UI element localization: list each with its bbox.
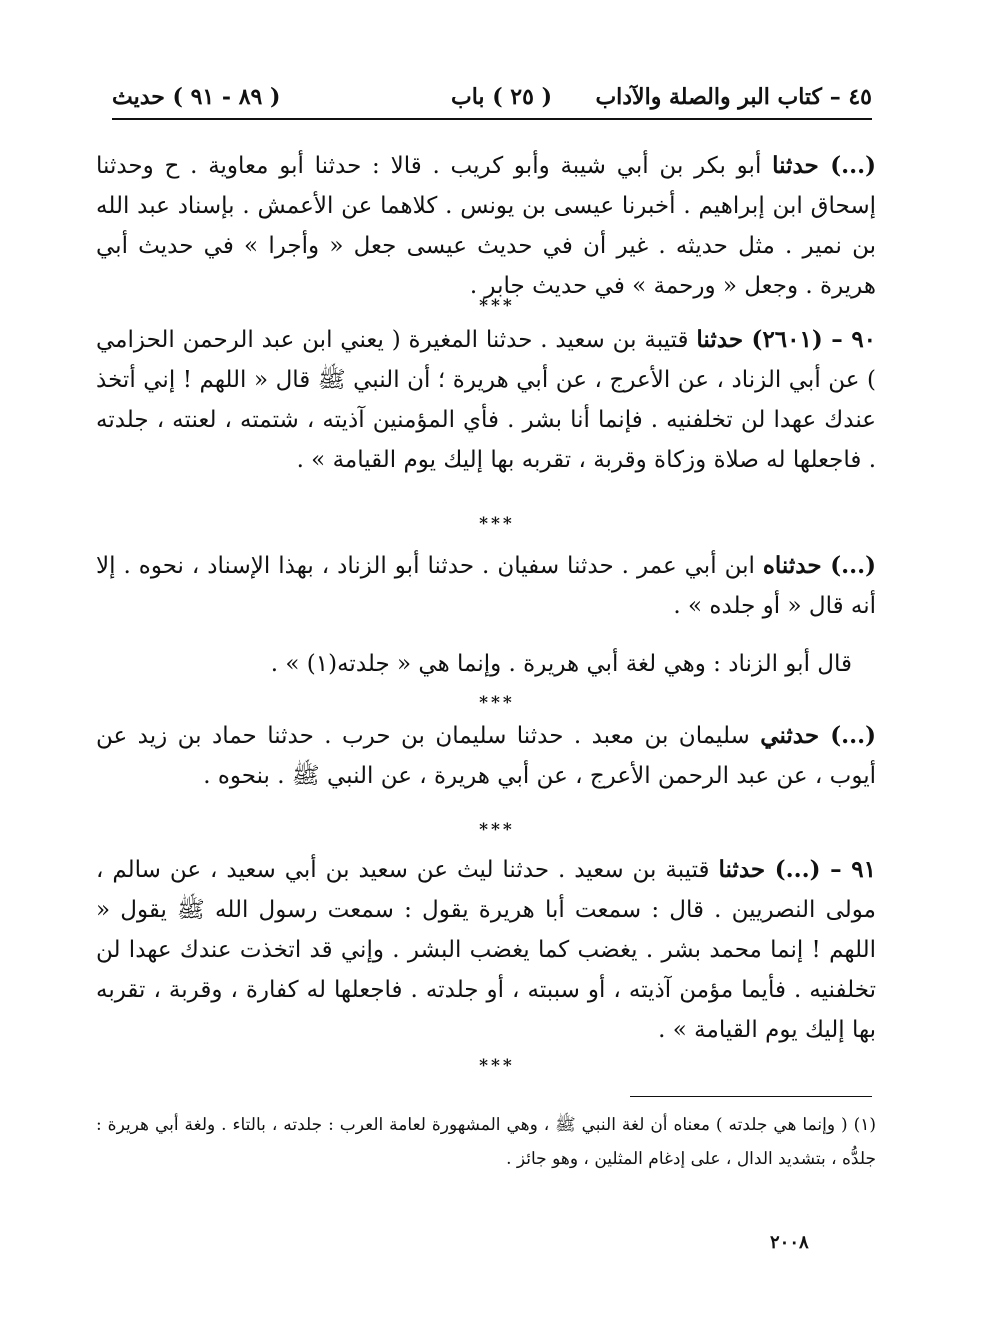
hadith-paragraph [96, 146, 876, 306]
hadith-paragraph [96, 546, 876, 626]
hadith-lead: (...) حدثني [760, 722, 876, 749]
hadith-lead: (...) حدثناه [762, 552, 877, 579]
footnote-divider [630, 1096, 872, 1097]
hadith-lead: ٩٠ – (٢٦٠١) حدثنا [696, 326, 877, 353]
book-title: ٤٥ – كتاب البر والصلة والآداب [595, 84, 872, 110]
section-separator: *** [479, 514, 515, 534]
hadith-text: قتيبة بن سعيد . حدثنا ليث عن سعيد بن أبي سعيد ، عن سالم ، مولى النصريين . قال : سمعت أبا هريرة يقول : سمعت رسول الله ﷺ يقول « اللهم ! إنما محمد بشر . يغضب كما يغضب البشر . وإني قد اتخذت عندك عهدا لن تخلفنيه . فأيما مؤمن آذيته ، أو سببته ، أو جلدته . فاجعلها له كفارة ، وقربة ، تقربه بها إليك يوم القيامة » . [96, 857, 876, 1043]
hadith-range: ( ٨٩ - ٩١ ) حديث [112, 84, 281, 110]
hadith-paragraph [96, 716, 876, 796]
hadith-text: ابن أبي عمر . حدثنا سفيان . حدثنا أبو الزناد ، بهذا الإسناد ، نحوه . إلا أنه قال « أو جلده » . [96, 553, 876, 619]
hadith-paragraph [96, 850, 876, 1050]
section-separator: *** [479, 1056, 515, 1076]
narrator-comment [96, 644, 876, 684]
footnote: (١) ( وإنما هي جلدته ) معناه أن لغة النبي ﷺ ، وهي المشهورة لعامة العرب : جلدته ، بالتاء . ولغة أبي هريرة : جلدُّه ، بتشديد الدال ، على إدغام المثلين ، وهو جائز . [96, 1115, 876, 1169]
hadith-text: أبو بكر بن أبي شيبة وأبو كريب . قالا : حدثنا أبو معاوية . ح وحدثنا إسحاق ابن إبراهيم . أخبرنا عيسى بن يونس . كلاهما عن الأعمش . بإسناد عبد الله بن نمير . مثل حديثه . غير أن في حديث عيسى جعل « وأجرا » في حديث أبي هريرة . وجعل « ورحمة » في حديث جابر . [96, 153, 876, 299]
chapter-label: ( ٢٥ ) باب [451, 84, 552, 110]
hadith-lead: ٩١ – (...) حدثنا [718, 856, 877, 883]
section-separator: *** [479, 296, 515, 316]
hadith-text: سليمان بن معبد . حدثنا سليمان بن حرب . حدثنا حماد بن زيد عن أيوب ، عن عبد الرحمن الأعرج ، عن أبي هريرة ، عن النبي ﷺ . بنحوه . [96, 723, 876, 789]
page-number: ٢٠٠٨ [770, 1232, 809, 1253]
hadith-lead: (...) حدثنا [772, 152, 876, 179]
hadith-text: قتيبة بن سعيد . حدثنا المغيرة ( يعني ابن عبد الرحمن الحزامي ) عن أبي الزناد ، عن الأعرج ، عن أبي هريرة ؛ أن النبي ﷺ قال « اللهم ! إني أتخذ عندك عهدا لن تخلفنيه . فإنما أنا بشر . فأي المؤمنين آذيته ، شتمته ، لعنته ، جلدته . فاجعلها له صلاة وزكاة وقربة ، تقربه بها إليك يوم القيامة » . [96, 327, 876, 473]
section-separator: *** [479, 820, 515, 840]
running-header [112, 80, 872, 120]
comment-text: قال أبو الزناد : وهي لغة أبي هريرة . وإنما هي « جلدته(١) » . [270, 651, 852, 677]
hadith-paragraph [96, 320, 876, 480]
section-separator: *** [479, 693, 515, 713]
